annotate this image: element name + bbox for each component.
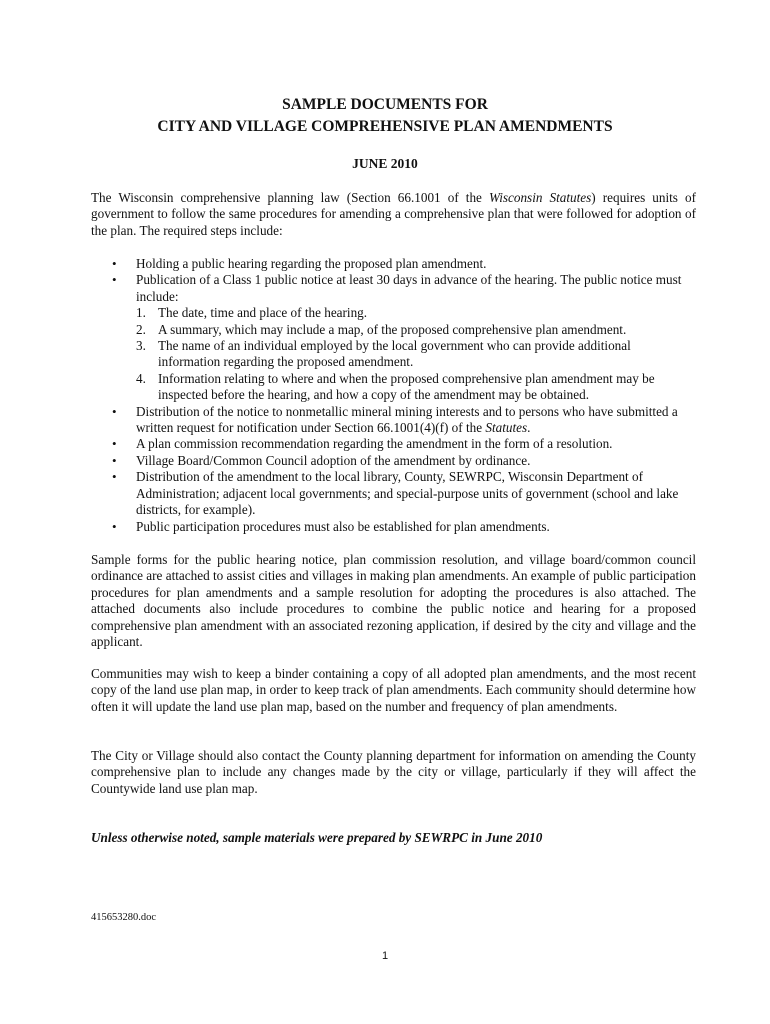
prepared-by-note-block: [91, 830, 696, 846]
bullet-icon: •: [112, 452, 117, 468]
county-paragraph-block: [91, 748, 696, 797]
document-filename: 415653280.doc: [91, 912, 157, 923]
bullet-icon: •: [112, 518, 117, 534]
sample-forms-paragraph-block: [91, 552, 696, 650]
required-steps-list-block: [91, 256, 696, 535]
required-steps-list: [91, 256, 696, 535]
list-item: [91, 469, 696, 518]
intro-paragraph-block: [91, 190, 696, 239]
list-item-text: Village Board/Common Council adoption of the amendment by ordinance.: [136, 452, 531, 468]
notice-requirements-sublist: [136, 305, 696, 403]
sublist-item: [136, 338, 696, 371]
list-item-text-end: .: [527, 420, 531, 436]
bullet-icon: •: [112, 403, 117, 419]
sublist-text: A summary, which may include a map, of the proposed comprehensive plan amendment.: [158, 321, 627, 337]
list-item-text: Public participation procedures must also be established for plan amendments.: [136, 518, 550, 534]
bullet-icon: •: [112, 272, 117, 288]
list-item: [91, 404, 696, 437]
statutes-italic: Statutes: [485, 420, 528, 436]
sublist-number: 3.: [136, 338, 146, 354]
list-item: [91, 436, 696, 452]
bullet-icon: •: [112, 436, 117, 452]
list-item: [91, 453, 696, 469]
list-item: [91, 519, 696, 535]
sublist-item: [136, 322, 696, 338]
sublist-number: 1.: [136, 305, 146, 321]
document-date: JUNE 2010: [352, 156, 418, 171]
sublist-item: [136, 371, 696, 404]
prepared-by-note: Unless otherwise noted, sample materials were prepared by SEWRPC in June 2010: [91, 830, 543, 845]
list-item: [91, 272, 696, 403]
list-item-text: Distribution of the notice to nonmetallic mineral mining interests and to persons who have submitted a written request for notification under Section 66.1001(4)(f) of the: [136, 403, 678, 436]
list-item-text: Publication of a Class 1 public notice at least 30 days in advance of the hearing. The public notice must include:: [136, 272, 682, 304]
binder-paragraph: Communities may wish to keep a binder containing a copy of all adopted plan amendments, and the most recent copy of the land use plan map, in order to keep track of plan amendments. Each community should determine how often it will update the land use plan map, based on the number and frequency of plan amendments.: [91, 666, 696, 714]
page-number: 1: [381, 950, 389, 962]
title-line-1: SAMPLE DOCUMENTS FOR: [282, 96, 488, 113]
intro-text-2: ) requires units of government to follow the same procedures for amending a comprehensive plan that were followed for adoption of the plan. The required steps include:: [91, 190, 696, 238]
county-paragraph: The City or Village should also contact the County planning department for information on amending the County comprehensive plan to include any changes made by the city or village, particularly if they will affect the Countywide land use plan map.: [91, 748, 696, 796]
intro-paragraph: [91, 190, 696, 239]
title-line-2: CITY AND VILLAGE COMPREHENSIVE PLAN AMENDMENTS: [157, 118, 613, 135]
sublist-number: 4.: [136, 370, 146, 386]
sublist-number: 2.: [136, 321, 146, 337]
bullet-icon: •: [112, 256, 117, 271]
sublist-text: Information relating to where and when the proposed comprehensive plan amendment may be inspected before the hearing, and how a copy of the amendment may be obtained.: [158, 370, 655, 403]
sublist-text: The date, time and place of the hearing.: [158, 305, 368, 321]
bullet-icon: •: [112, 469, 117, 485]
list-item-text: A plan commission recommendation regarding the amendment in the form of a resolution.: [136, 436, 613, 452]
document-title: [0, 94, 770, 138]
sublist-text: The name of an individual employed by the local government who can provide additional information regarding the proposed amendment.: [158, 338, 631, 370]
list-item-text: Holding a public hearing regarding the proposed plan amendment.: [136, 256, 487, 271]
binder-paragraph-block: [91, 666, 696, 715]
list-item-text: Distribution of the amendment to the local library, County, SEWRPC, Wisconsin Department of Administration; adjacent local governments; and special-purpose units of government (school and lake districts, for example).: [136, 469, 679, 518]
sample-forms-paragraph: Sample forms for the public hearing notice, plan commission resolution, and village board/common council ordinance are attached to assist cities and villages in making plan amendments. An example of public participation procedures for plan amendments and a sample resolution for adopting the procedures is also attached. The attached documents also include procedures to combine the public notice and hearing for a proposed comprehensive plan amendment with an associated rezoning application, if desired by the city and village and the applicant.: [91, 552, 696, 650]
list-item: [91, 256, 696, 272]
intro-text-1: The Wisconsin comprehensive planning law (Section 66.1001 of the: [91, 190, 489, 205]
intro-statutes-italic: Wisconsin Statutes: [488, 190, 592, 205]
sublist-item: [136, 305, 696, 321]
